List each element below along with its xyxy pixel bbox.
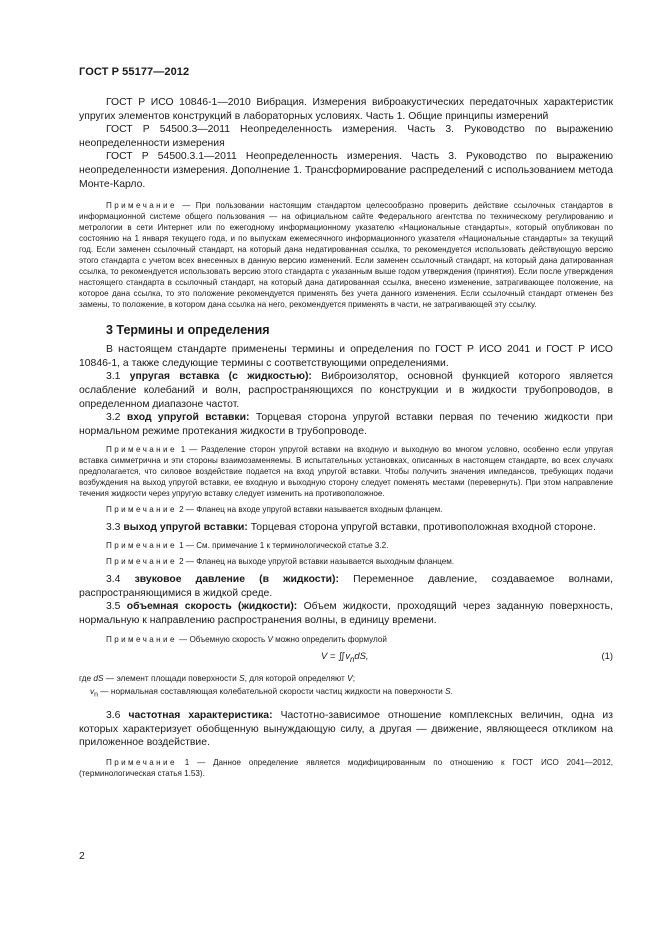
formula-1 xyxy=(79,645,613,667)
note-symbol: V xyxy=(267,635,273,645)
note-label: Примечание xyxy=(106,540,177,550)
term-definition: Переменное давление, создаваемое волнами, распространяющимися в жидкой среде. xyxy=(79,573,613,599)
page-number: 2 xyxy=(79,851,85,862)
note-3-3-1 xyxy=(79,540,613,551)
legend-text: ; xyxy=(352,673,356,684)
term-name: упругая вставка (с жидкостью): xyxy=(129,371,312,383)
term-name: объемная скорость (жидкости): xyxy=(126,601,298,613)
page-body xyxy=(79,96,613,779)
term-3-2 xyxy=(79,411,613,438)
term-number: 3.2 xyxy=(106,412,127,424)
note-text: — Объемную скорость xyxy=(176,635,268,645)
legend-text: . xyxy=(450,685,453,696)
legend-text: — нормальная составляющая колебательной скорости частиц жидкости на поверхности xyxy=(98,685,446,696)
legend-symbol: dS xyxy=(93,673,104,684)
term-number: 3.3 xyxy=(106,522,124,534)
legend-text: где xyxy=(79,673,94,684)
note-label: Примечание xyxy=(106,757,177,767)
term-number: 3.1 xyxy=(106,371,130,383)
term-number: 3.4 xyxy=(106,573,135,585)
note-text: 1 — Разделение сторон упругой вставки на входную и выходную во многом условно, особенно если упругая вставка симметрична и эти стороны взаимозаменяемы. В испытательных установках, описанных в настоящем стандарте, во всех случаях предполагается, что силовое воздействие подается на вход упругой вставки. Чтобы получить значения импедансов, требующих подачи возбуждения на выход упругой вставки, ее входную и выходную сторону следует поменять местами (перевернуть). При этом направление течения жидкости через упругую вставку следует изменить на противоположное. xyxy=(79,445,613,499)
term-definition: Частотно-зависимое отношение комплексных величин, одна из которых характеризует обобщенную вынуждающую силу, а другая — движение, являющееся откликом на приложенное воздействие. xyxy=(79,709,613,749)
term-3-3 xyxy=(79,521,613,535)
section-title: 3 Термины и определения xyxy=(106,323,270,338)
note-text: 2 — Фланец на входе упругой вставки называется входным фланцем. xyxy=(176,505,443,515)
reference-1: ГОСТ Р ИСО 10846-1—2010 Вибрация. Измерения виброакустических передаточных характеристик упругих элементов конструкций в лабораторных условиях. Часть 1. Общие принципы измерений xyxy=(79,97,613,122)
legend-line-1 xyxy=(79,672,613,685)
formula-lhs: V xyxy=(321,650,328,662)
note-label: Примечание xyxy=(106,445,177,455)
formula-subscript: n xyxy=(350,655,355,665)
term-name: выход упругой вставки: xyxy=(123,522,248,534)
formula-integral: = ∬v xyxy=(327,650,351,662)
legend-symbol: S xyxy=(239,673,245,684)
references-note xyxy=(79,200,613,310)
term-3-5 xyxy=(79,600,613,627)
term-definition: Виброизолятор, основной функцией которого является ослабление колебаний и волн, распространяющихся по конструкции и в жидкости трубопроводов, в определенном диапазоне частот. xyxy=(79,371,613,410)
term-number: 3.6 xyxy=(106,709,129,721)
term-3-6 xyxy=(79,709,613,750)
term-definition: Торцевая сторона упругой вставки, противоположная входной стороне. xyxy=(247,522,596,534)
term-definition: Торцевая сторона упругой вставки первая по течению жидкости при нормальном режиме протекания жидкости в трубопроводе. xyxy=(79,412,613,437)
legend-symbol: S xyxy=(445,685,451,696)
note-3-2-2 xyxy=(79,504,613,515)
term-3-4 xyxy=(79,573,613,600)
legend-symbol: v xyxy=(90,685,95,696)
formula-number: (1) xyxy=(601,650,613,662)
formula-tail: dS, xyxy=(354,650,369,662)
term-definition: Объем жидкости, проходящий через заданную поверхность, нормальную к направлению распространения волны, в единицу времени. xyxy=(79,601,613,626)
note-text: можно определить формулой xyxy=(272,635,387,645)
note-label: Примечание xyxy=(106,635,177,645)
page-header: ГОСТ Р 55177—2012 xyxy=(79,66,190,78)
reference-3: ГОСТ Р 54500.3.1—2011 Неопределенность измерения. Часть 3. Руководство по выражению неопределенности измерения. Дополнение 1. Трансформирование распределений с использованием метода Монте-Карло. xyxy=(79,151,613,190)
note-label: Примечание xyxy=(106,556,177,566)
note-text: — При пользовании настоящим стандартом целесообразно проверить действие ссылочных стандартов в информационной системе общего пользования — на официальном сайте Федерального агентства по техническому регулированию и метрологии в сети Интернет или по ежегодному информационному указателю «Национальные стандарты», который опубликован по состоянию на 1 января текущего года, и по выпускам ежемесячного информационного указателя «Национальные стандарты» за текущий год. Если заменен ссылочный стандарт, на который дана недатированная ссылка, то рекомендуется использовать действующую версию этого стандарта с учетом всех внесенных в данную версию изменений. Если заменен ссылочный стандарт, на который дана датированная ссылка, то рекомендуется использовать версию этого стандарта с указанным выше годом утверждения (принятия). Если после утверждения настоящего стандарта в ссылочный стандарт, на который дана датированная ссылка, внесено изменение, затрагивающее положение, на которое дана ссылка, то это положение рекомендуется применять без учета данного изменения. Если ссылочный стандарт отменен без замены, то положение, в котором дана ссылка на него, рекомендуется применять в части, не затрагивающей эту ссылку. xyxy=(79,201,613,310)
note-text: 2 — Фланец на выходе упругой вставки называется выходным фланцем. xyxy=(176,556,455,566)
legend-subscript: n xyxy=(94,691,98,699)
note-3-6-1 xyxy=(79,757,613,779)
section-intro: В настоящем стандарте применены термины и определения по ГОСТ Р ИСО 2041 и ГОСТ Р ИСО 10846-1, а также следующие термины с соответствующими определениями. xyxy=(79,344,613,369)
term-number: 3.5 xyxy=(106,601,127,613)
formula-expression xyxy=(321,650,368,664)
note-label: Примечание xyxy=(106,505,177,515)
legend-text: — элемент площади поверхности xyxy=(103,673,240,684)
term-name: частотная характеристика: xyxy=(128,709,273,721)
legend-line-2 xyxy=(79,685,613,702)
note-text: 1 — Данное определение является модифицированным по отношению к ГОСТ ИСО 2041—2012, (терминологическая статья 1.53). xyxy=(79,757,613,778)
term-name: звуковое давление (в жидкости): xyxy=(134,573,339,585)
note-text: 1 — См. примечание 1 к терминологической статье 3.2. xyxy=(176,540,389,550)
legend-text: , для которой определяют xyxy=(244,673,348,684)
legend-symbol: V xyxy=(347,673,353,684)
term-name: вход упругой вставки: xyxy=(126,412,250,424)
note-3-2-1 xyxy=(79,444,613,499)
term-3-1 xyxy=(79,370,613,411)
note-3-5 xyxy=(79,634,613,645)
formula-legend xyxy=(79,672,613,702)
reference-2: ГОСТ Р 54500.3—2011 Неопределенность измерения. Часть 3. Руководство по выражению неопределенности измерения xyxy=(79,124,613,149)
note-label: Примечание xyxy=(106,201,177,211)
note-3-3-2 xyxy=(79,556,613,567)
